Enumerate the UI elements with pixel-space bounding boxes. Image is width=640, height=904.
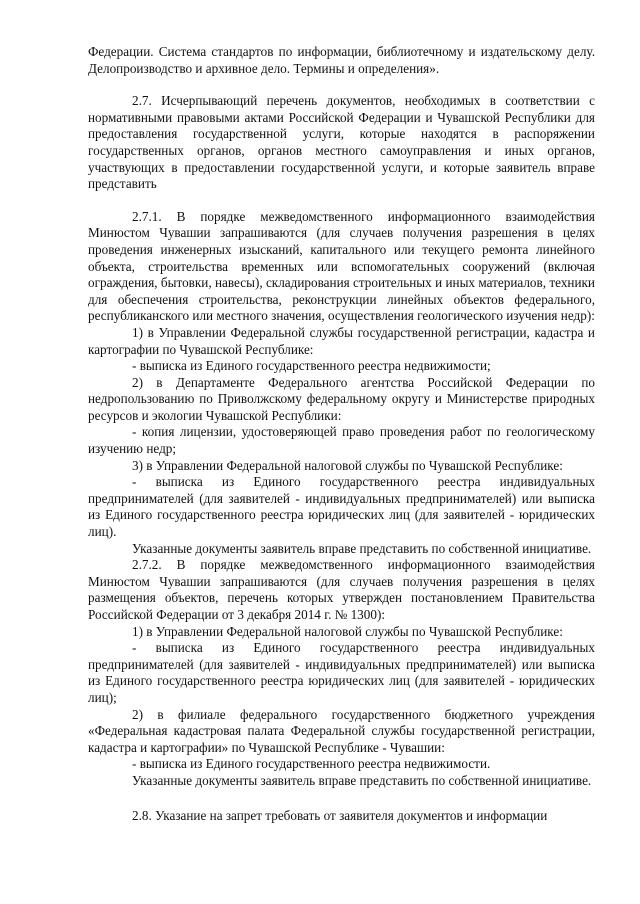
list-item-rosreestr: 1) в Управлении Федеральной службы государственной регистрации, кадастра и картографии по Чувашской Республике: bbox=[88, 324, 595, 357]
list-item-tax-service-2: 1) в Управлении Федеральной налоговой службы по Чувашской Республике: bbox=[132, 623, 563, 639]
paragraph-continuation: Федерации. Система стандартов по информации, библиотечному и издательскому делу. Делопроизводство и архивное дело. Термины и определения». bbox=[88, 44, 595, 76]
list-item-nedra-department: 2) в Департаменте Федерального агентства Российской Федерации по недропользованию по Приволжскому федеральному округу и Министерстве природных ресурсов и экологии Чувашской Республики: bbox=[88, 374, 595, 423]
list-item-tax-service: 3) в Управлении Федеральной налоговой службы по Чувашской Республике: bbox=[132, 457, 563, 473]
list-subitem-egrn-extract: - выписка из Единого государственного реестра недвижимости; bbox=[132, 358, 491, 374]
list-subitem-egrip-egrul-extract-2: - выписка из Единого государственного реестра индивидуальных предпринимателей (для заявителей - индивидуальных предпринимателей) или выписка из Единого государственного реестра юридических лиц (для заявителей - юридических лиц); bbox=[88, 640, 595, 705]
note-own-initiative: Указанные документы заявитель вправе представить по собственной инициативе. bbox=[132, 540, 592, 556]
section-2-7-2: 2.7.2. В порядке межведомственного информационного взаимодействия Минюстом Чувашии запрашиваются (для случаев получения разрешения в целях размещения объектов, перечень которых утвержден постановлением Правительства Российской Федерации от 3 декабря 2014 г. № 1300): bbox=[88, 557, 595, 622]
section-2-8-heading: 2.8. Указание на запрет требовать от заявителя документов и информации bbox=[132, 807, 548, 823]
list-subitem-egrip-egrul-extract: - выписка из Единого государственного реестра индивидуальных предпринимателей (для заявителей - индивидуальных предпринимателей) или выписка из Единого государственного реестра юридических лиц (для заявителей - юридических лиц). bbox=[88, 474, 595, 540]
list-subitem-egrn-extract-2: - выписка из Единого государственного реестра недвижимости. bbox=[132, 756, 491, 772]
list-item-cadastral-chamber: 2) в филиале федерального государственного бюджетного учреждения «Федеральная кадастровая палата Федеральной службы государственной регистрации, кадастра и картографии» по Чувашской Республике - Чувашии: bbox=[88, 706, 595, 755]
section-2-7-heading: 2.7. Исчерпывающий перечень документов, необходимых в соответствии с нормативными правовыми актами Российской Федерации и Чувашской Республики для предоставления государственной услуги, которые находятся в распоряжении государственных органов, органов местного самоуправления и иных органов, участвующих в предоставлении государственной услуги, и которые заявитель вправе представить bbox=[88, 93, 595, 192]
section-2-7-1: 2.7.1. В порядке межведомственного информационного взаимодействия Минюстом Чувашии запрашиваются (для случаев получения разрешения в целях проведения инженерных изысканий, капитального или текущего ремонта линейного объекта, строительства временных или вспомогательных сооружений (включая ограждения, бытовки, навесы), складирования строительных и иных материалов, техники для обеспечения строительства, реконструкции линейных объектов федерального, республиканского или местного значения, осуществления геологического изучения недр): bbox=[88, 208, 595, 324]
note-own-initiative-2: Указанные документы заявитель вправе представить по собственной инициативе. bbox=[132, 772, 592, 788]
list-subitem-license-copy: - копия лицензии, удостоверяющей право проведения работ по геологическому изучению недр; bbox=[88, 424, 595, 457]
